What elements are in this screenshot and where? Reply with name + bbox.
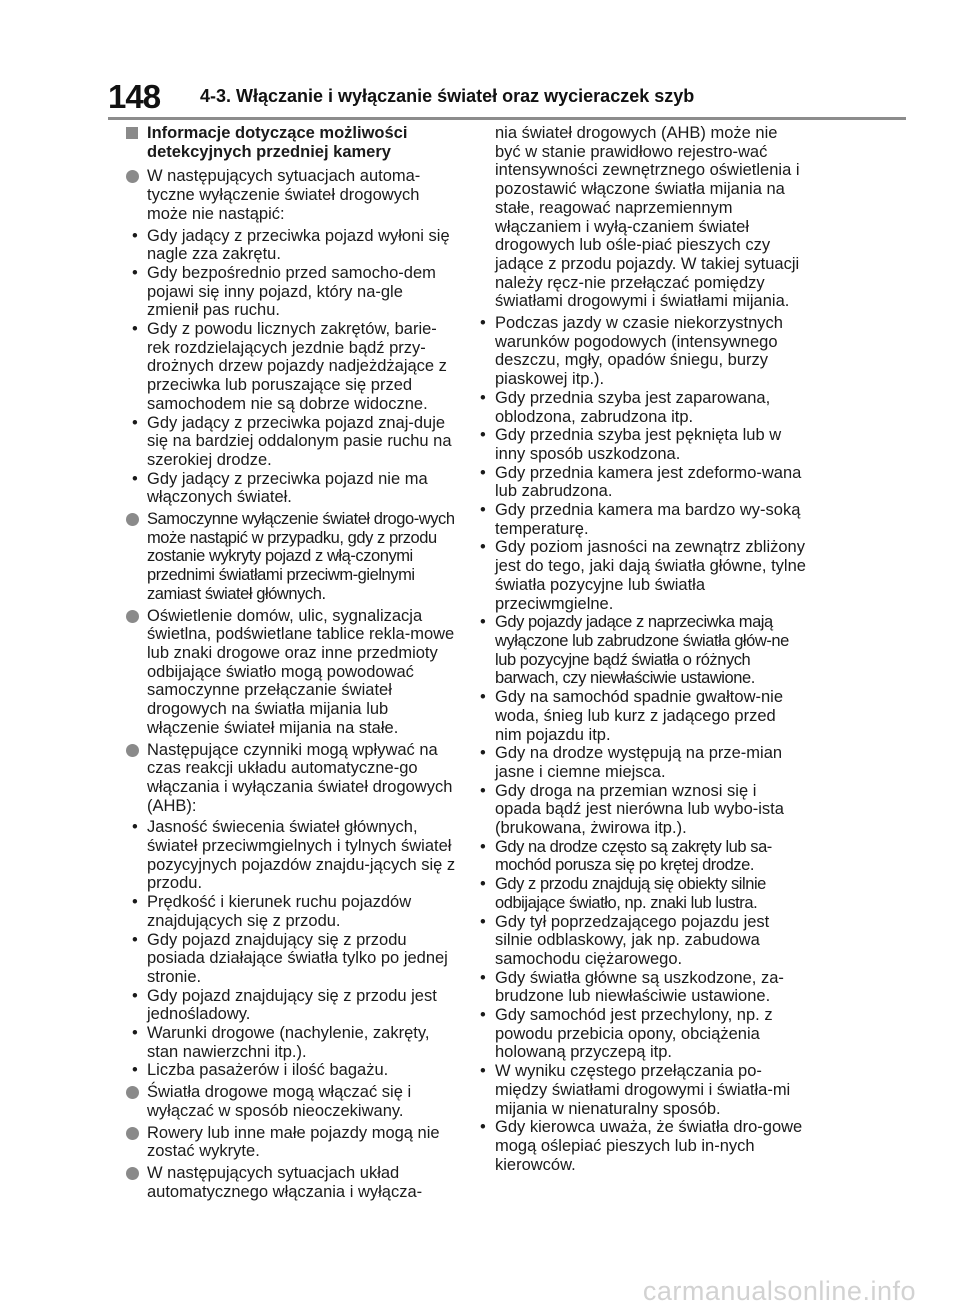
circle-bullet-icon (126, 1127, 139, 1140)
list-item (474, 314, 806, 389)
list-item (474, 613, 806, 688)
circle-bullet-icon (126, 1086, 139, 1099)
paragraph (126, 510, 458, 604)
list-item (474, 969, 806, 1006)
bullet-icon: • (132, 263, 138, 282)
list-item-text: Gdy droga na przemian wznosi się i opada bądź jest nierówna lub wybo-ista (brukowana, żwirowa itp.). (495, 781, 784, 838)
paragraph (126, 1164, 458, 1201)
list-item-text: Liczba pasażerów i ilość bagażu. (147, 1061, 389, 1080)
bullet-icon: • (480, 426, 486, 445)
list-item (126, 1024, 458, 1061)
list-item-text: Gdy na drodze występują na prze-mian jasne i ciemne miejsca. (495, 744, 783, 781)
list-item-text: Gdy samochód jest przechylony, np. z powodu przebicia opony, obciążenia holowaną przyczepą itp. (495, 1006, 773, 1062)
list-item (126, 1061, 458, 1080)
list-item (126, 818, 458, 893)
list-item (474, 538, 806, 613)
list-item (474, 688, 806, 744)
bullet-icon: • (480, 463, 486, 482)
list-item (474, 782, 806, 838)
circle-bullet-icon (126, 610, 139, 623)
paragraph-text: W następujących sytuacjach automa-tyczne wyłączenie świateł drogowych może nie nastąpić: (147, 167, 421, 223)
list-item (474, 744, 806, 781)
bullet-icon: • (132, 1024, 138, 1043)
bullet-icon: • (480, 875, 486, 894)
list-item-text: Gdy przednia szyba jest pęknięta lub w inny sposób uszkodzona. (495, 426, 782, 463)
list-item (474, 838, 806, 875)
list-item-text: Gdy bezpośrednio przed samocho-dem pojawi się inny pojazd, który na-gle zmienił pas ruchu. (147, 263, 436, 320)
bullet-icon: • (480, 744, 486, 763)
list-item (474, 913, 806, 969)
list-item-text: Gdy poziom jasności na zewnątrz zbliżony jest do tego, jaki dają światła główne, tylne światła pozycyjne lub światła przeciwmgielne. (495, 538, 806, 613)
list-item (126, 931, 458, 987)
page-header (108, 76, 906, 116)
list-item-text: Gdy na drodze często są zakręty lub sa-mochód porusza się po krętej drodze. (495, 837, 772, 875)
bullet-icon: • (480, 538, 486, 557)
list-item (474, 464, 806, 501)
list-item-text: Gdy przednia kamera ma bardzo wy-soką temperaturę. (495, 501, 801, 538)
list-item-text: Warunki drogowe (nachylenie, zakręty, stan nawierzchni itp.). (147, 1024, 430, 1061)
square-marker-icon (126, 127, 138, 139)
paragraph-text: nia świateł drogowych (AHB) może nie być w stanie prawidłowo rejestro-wać intensywności zewnętrznego oświetlenia i pozostawić włączone światła mijania na stałe, reagować naprzemiennym włączaniem i wyłą-czaniem świateł drogowych lub ośle-piać pieszych czy jadące z przodu pojazdy. W takiej sytuacji należy ręcz-nie przełączać pomiędzy światłami drogowymi i światłami mijania. (495, 124, 800, 311)
section-heading-text: Informacje dotyczące możliwości detekcyjnych przedniej kamery (147, 124, 408, 161)
list-item-text: Prędkość i kierunek ruchu pojazdów znajdujących się z przodu. (147, 893, 412, 930)
list-item-text: Gdy na samochód spadnie gwałtow-nie woda, śnieg lub kurz z jadącego przed nim pojazdu itp. (495, 688, 784, 744)
circle-bullet-icon (126, 1167, 139, 1180)
paragraph (126, 1083, 458, 1120)
bullet-icon: • (480, 613, 486, 632)
list-item (126, 320, 458, 414)
list-item-text: Gdy pojazd znajdujący się z przodu jest jednośladowy. (147, 986, 437, 1024)
bullet-icon: • (132, 893, 138, 912)
list-item-text: Gdy przednia kamera jest zdeformo-wana lub zabrudzona. (495, 463, 802, 501)
bullet-icon: • (480, 912, 486, 931)
list-item-text: Jasność świecenia świateł głównych, świateł przeciwmgielnych i tylnych świateł pozycyjnych pojazdów znajdu-jących się z przodu. (147, 818, 456, 893)
list-item-text: Gdy jadący z przeciwka pojazd znaj-duje się na bardziej oddalonym pasie ruchu na szerokiej drodze. (147, 413, 452, 469)
list-item-text: Gdy przednia szyba jest zaparowana, oblodzona, zabrudzona itp. (495, 388, 771, 426)
circle-bullet-icon (126, 744, 139, 757)
section-heading (126, 124, 458, 161)
list-item (126, 264, 458, 320)
bullet-icon: • (132, 413, 138, 432)
bullet-icon: • (480, 1006, 486, 1025)
watermark: carmanualsonline.info (642, 1276, 916, 1306)
list-item-text: Gdy pojazd znajdujący się z przodu posiada działające światła tylko po jednej stronie. (147, 930, 448, 986)
list-item-text: Gdy pojazdy jadące z naprzeciwka mają wyłączone lub zabrudzone światła głów-ne lub pozycyjne bądź światła o różnych barwach, czy niewłaściwie ustawione. (495, 613, 789, 688)
page-number: 148 (108, 78, 161, 115)
bullet-icon: • (480, 388, 486, 407)
list-item (474, 1062, 806, 1118)
list-item (126, 470, 458, 507)
list-item (126, 893, 458, 930)
bullet-icon: • (132, 320, 138, 339)
bullet-icon: • (132, 818, 138, 837)
bullet-icon: • (480, 1062, 486, 1081)
paragraph-text: Samoczynne wyłączenie świateł drogo-wych może nastąpić w przypadku, gdy z przodu zostanie wykryty pojazd z włą-czonymi przednimi światłami przeciwm-gielnymi zamiast świateł głównych. (147, 510, 455, 603)
bullet-icon: • (132, 1061, 138, 1080)
paragraph-text: Oświetlenie domów, ulic, sygnalizacja świetlna, podświetlane tablice rekla-mowe lub znaki drogowe oraz inne przedmioty odbijające światło mogą powodować samoczynne przełączanie świateł drogowych na światła mijania lub włączenie świateł mijania na stałe. (147, 606, 455, 737)
list-item-text: Gdy z przodu znajdują się obiekty silnie odbijające światło, np. znaki lub lustra. (495, 875, 766, 912)
list-item (474, 875, 806, 912)
list-item-text: Gdy jadący z przeciwka pojazd wyłoni się nagle zza zakrętu. (147, 226, 450, 264)
paragraph-text: W następujących sytuacjach układ automatycznego włączania i wyłącza- (147, 1163, 423, 1201)
bullet-icon: • (132, 469, 138, 488)
right-column (474, 124, 806, 1174)
bullet-list (474, 314, 806, 1174)
list-item-text: Gdy tył poprzedzającego pojazdu jest silnie odblaskowy, jak np. zabudowa samochodu ciężarowego. (495, 912, 770, 968)
paragraph (126, 741, 458, 816)
list-item-text: Podczas jazdy w czasie niekorzystnych warunków pogodowych (intensywnego deszczu, mgły, opadów śniegu, burzy piaskowej itp.). (495, 314, 783, 389)
left-column (126, 124, 458, 1204)
list-item (474, 1006, 806, 1062)
header-rule (108, 117, 906, 120)
bullet-icon: • (480, 968, 486, 987)
list-item (126, 227, 458, 264)
paragraph (126, 1124, 458, 1161)
paragraph (126, 167, 458, 223)
list-item-text: Gdy kierowca uważa, że światła dro-gowe mogą oślepiać pieszych lub in-nych kierowców. (495, 1118, 803, 1174)
bullet-icon: • (480, 1118, 486, 1137)
bullet-icon: • (132, 930, 138, 949)
paragraph-continued (474, 124, 806, 311)
circle-bullet-icon (126, 513, 139, 526)
list-item (126, 987, 458, 1024)
list-item (474, 426, 806, 463)
paragraph-text: Światła drogowe mogą włączać się i wyłączać w sposób nieoczekiwany. (147, 1083, 412, 1120)
list-item (474, 1118, 806, 1174)
bullet-icon: • (480, 688, 486, 707)
paragraph (126, 607, 458, 738)
list-item (474, 501, 806, 538)
bullet-icon: • (132, 226, 138, 245)
list-item-text: W wyniku częstego przełączania po-między światłami drogowymi i światła-mi mijania w nienaturalny sposób. (495, 1062, 791, 1118)
paragraph-text: Rowery lub inne małe pojazdy mogą nie zostać wykryte. (147, 1123, 440, 1161)
bullet-icon: • (480, 501, 486, 520)
bullet-icon: • (480, 837, 486, 856)
bullet-icon: • (132, 986, 138, 1005)
list-item-text: Gdy z powodu licznych zakrętów, barie-rek rozdzielających jezdnie bądź przy-drożnych drzew pojazdy nadjeżdżające z przeciwka lub poruszające się przed samochodem nie są dobrze widoczne. (147, 320, 447, 413)
circle-bullet-icon (126, 170, 139, 183)
bullet-icon: • (480, 781, 486, 800)
list-item (474, 389, 806, 426)
list-item (126, 414, 458, 470)
list-item-text: Gdy jadący z przeciwka pojazd nie ma włączonych świateł. (147, 469, 428, 507)
list-item-text: Gdy światła główne są uszkodzone, za-brudzone lub niewłaściwie ustawione. (495, 968, 784, 1006)
bullet-icon: • (480, 314, 486, 333)
paragraph-text: Następujące czynniki mogą wpływać na czas reakcji układu automatyczne-go włączania i wyłączania świateł drogowych (AHB): (147, 740, 453, 815)
chapter-title: 4-3. Włączanie i wyłączanie świateł oraz wycieraczek szyb (200, 86, 695, 106)
